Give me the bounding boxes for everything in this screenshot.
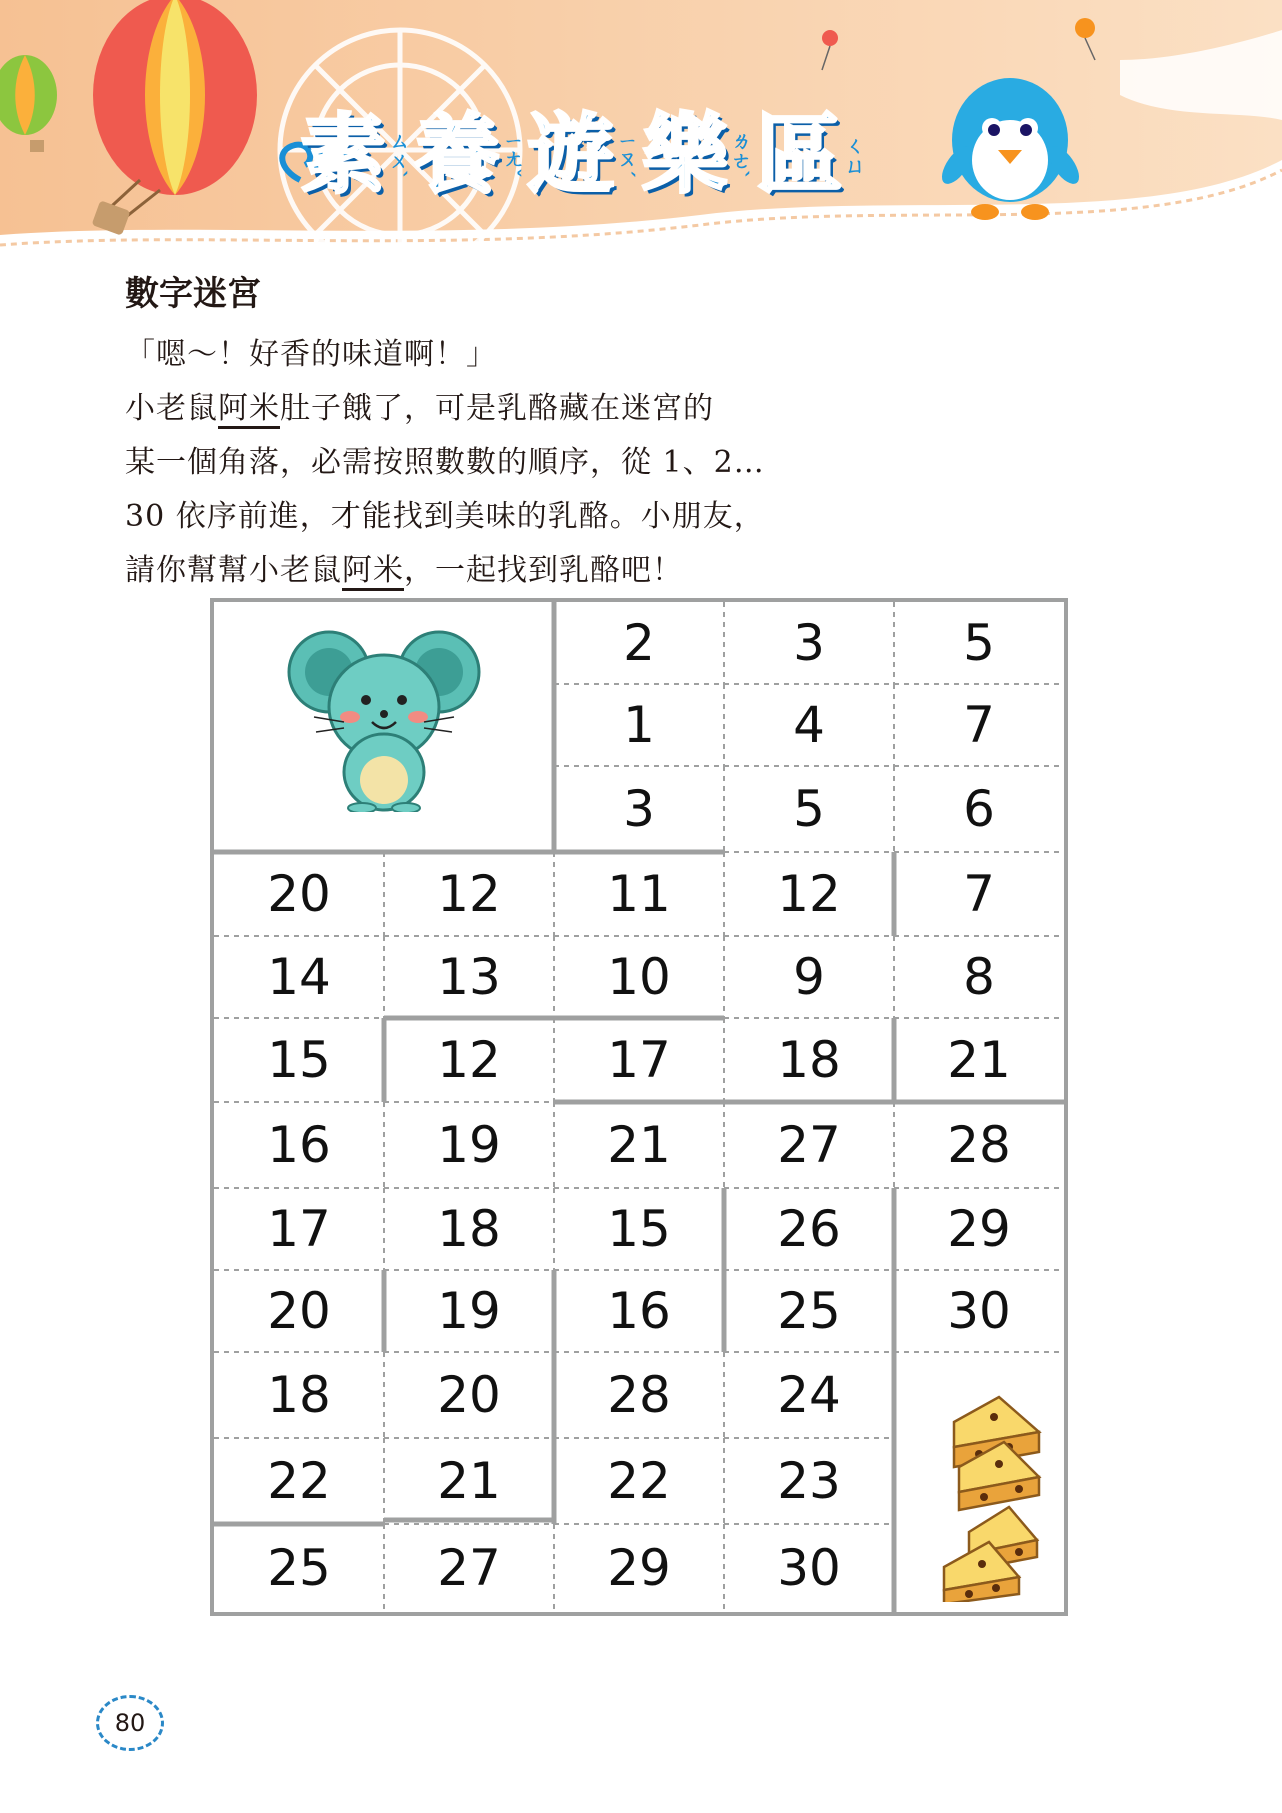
title-zhuyin: ㄙㄨˋ — [386, 130, 410, 180]
intro-line: 30 依序前進，才能找到美味的乳酪。小朋友， — [125, 499, 765, 534]
maze-cell: 23 — [777, 1452, 841, 1510]
maze-cell: 9 — [793, 948, 825, 1006]
intro-line — [125, 382, 1175, 436]
maze-cell: 19 — [437, 1116, 501, 1174]
maze-cell: 13 — [437, 948, 501, 1006]
maze-cell: 21 — [607, 1116, 671, 1174]
maze-cell: 8 — [963, 948, 995, 1006]
title-char: 區 — [756, 105, 842, 205]
maze-cell: 28 — [607, 1366, 671, 1424]
maze-cell: 17 — [267, 1200, 331, 1258]
header-banner — [0, 0, 1282, 260]
maze-cell: 16 — [607, 1282, 671, 1340]
title-zhuyin: ㄑㄩ — [842, 135, 866, 175]
maze-cell: 22 — [607, 1452, 671, 1510]
intro-section — [125, 272, 1175, 598]
maze-cell: 18 — [777, 1031, 841, 1089]
maze-cell: 7 — [963, 865, 995, 923]
number-maze — [210, 598, 1068, 1616]
maze-cell: 30 — [777, 1539, 841, 1597]
title-char: 素 — [300, 105, 386, 205]
title-zhuyin: ㄧㄤˇ — [500, 132, 524, 178]
maze-cell: 27 — [777, 1116, 841, 1174]
intro-line: 「嗯～！好香的味道啊！」 — [125, 337, 497, 372]
intro-text: 請你幫幫小老鼠 — [125, 553, 342, 588]
maze-cell: 22 — [267, 1452, 331, 1510]
intro-line — [125, 544, 1175, 598]
title-zhuyin: ㄌㄜˋ — [728, 130, 752, 180]
maze-cell: 29 — [947, 1200, 1011, 1258]
maze-cell: 5 — [793, 780, 825, 838]
maze-cell: 18 — [267, 1366, 331, 1424]
mouse-icon — [284, 622, 484, 812]
maze-cell: 6 — [963, 780, 995, 838]
maze-cell: 3 — [793, 614, 825, 672]
intro-line: 某一個角落，必需按照數數的順序，從 1、2… — [125, 445, 765, 480]
maze-cell: 7 — [963, 696, 995, 754]
maze-cell: 15 — [267, 1031, 331, 1089]
title-zhuyin: ㄧㄡˊ — [614, 132, 638, 178]
maze-cell: 3 — [623, 780, 655, 838]
maze-cell: 19 — [437, 1282, 501, 1340]
maze-cell: 18 — [437, 1200, 501, 1258]
maze-cell: 12 — [777, 865, 841, 923]
maze-cell: 25 — [267, 1539, 331, 1597]
page-number: 80 — [96, 1695, 164, 1751]
maze-cell: 24 — [777, 1366, 841, 1424]
maze-cell: 28 — [947, 1116, 1011, 1174]
maze-cell: 16 — [267, 1116, 331, 1174]
maze-cell: 5 — [963, 614, 995, 672]
maze-cell: 25 — [777, 1282, 841, 1340]
title-char: 樂 — [642, 105, 728, 205]
maze-cell: 26 — [777, 1200, 841, 1258]
intro-text: ，一起找到乳酪吧！ — [404, 553, 683, 588]
intro-text: 小老鼠 — [125, 391, 218, 426]
page-title — [300, 100, 870, 210]
intro-text: 肚子餓了，可是乳酪藏在迷宮的 — [280, 391, 714, 426]
maze-cell: 21 — [437, 1452, 501, 1510]
maze-cell: 11 — [607, 865, 671, 923]
section-heading: 數字迷宮 — [125, 274, 261, 314]
title-char: 養 — [414, 105, 500, 205]
maze-cell: 12 — [437, 865, 501, 923]
maze-cell: 20 — [267, 1282, 331, 1340]
maze-cell: 20 — [267, 865, 331, 923]
cheese-icon — [939, 1392, 1049, 1602]
maze-cell: 10 — [607, 948, 671, 1006]
maze-cell: 20 — [437, 1366, 501, 1424]
mouse-name: 阿米 — [218, 391, 280, 426]
maze-cell: 2 — [623, 614, 655, 672]
title-char: 遊 — [528, 105, 614, 205]
maze-cell: 15 — [607, 1200, 671, 1258]
maze-cell: 29 — [607, 1539, 671, 1597]
maze-cell: 17 — [607, 1031, 671, 1089]
maze-cell: 1 — [623, 696, 655, 754]
maze-cell: 12 — [437, 1031, 501, 1089]
maze-cell: 30 — [947, 1282, 1011, 1340]
maze-cell: 27 — [437, 1539, 501, 1597]
maze-cell: 21 — [947, 1031, 1011, 1089]
maze-cell: 4 — [793, 696, 825, 754]
maze-cell: 14 — [267, 948, 331, 1006]
mouse-name: 阿米 — [342, 553, 404, 588]
